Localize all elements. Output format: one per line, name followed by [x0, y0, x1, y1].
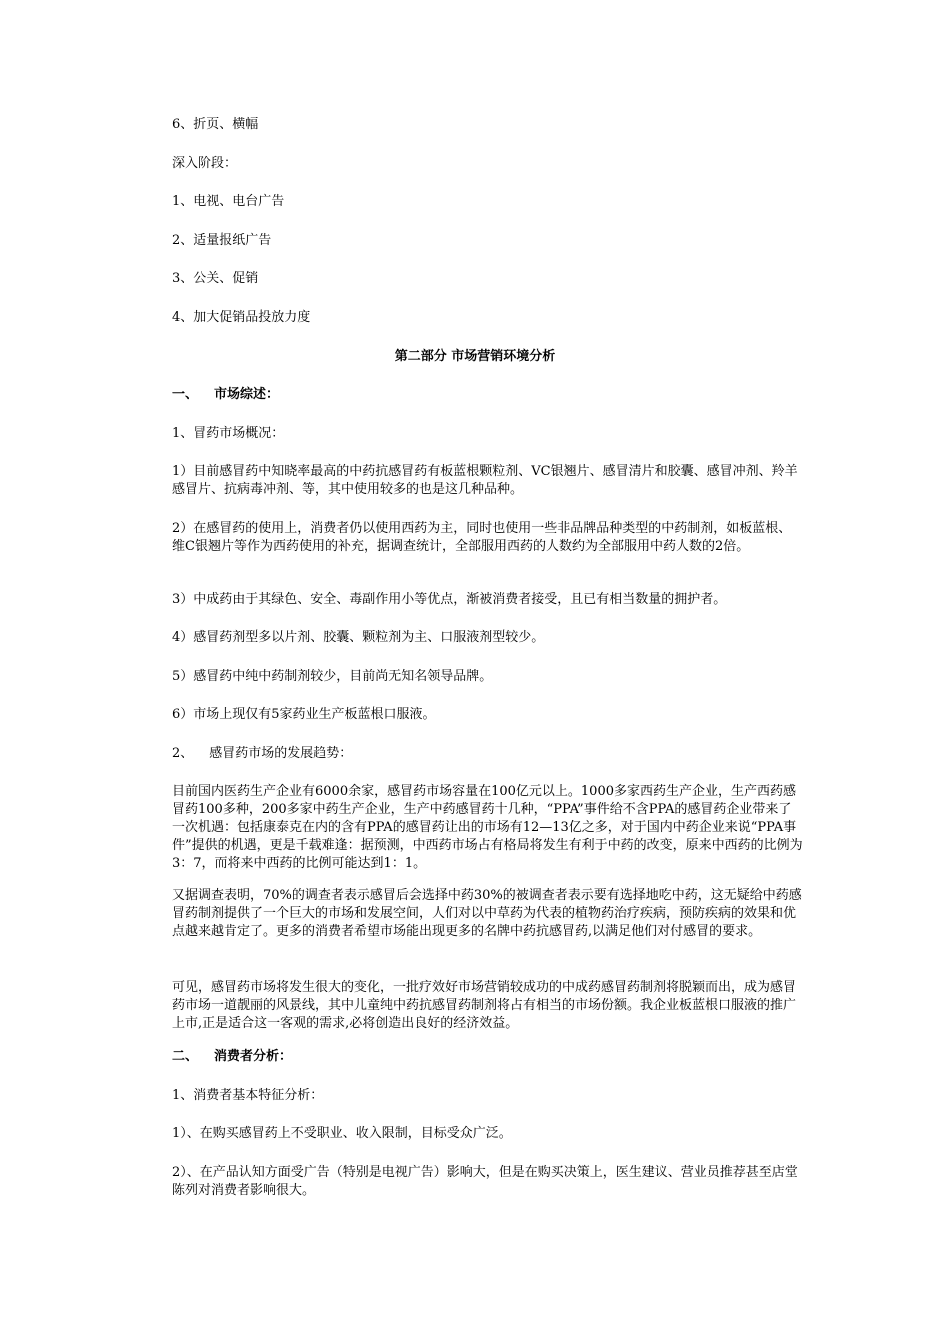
section-number: 一、	[172, 387, 199, 402]
subsection-heading: 1、消费者基本特征分析：	[172, 1088, 324, 1103]
paragraph: 3）中成药由于其绿色、安全、毒副作用小等优点，渐被消费者接受，且已有相当数量的拥护者。	[172, 592, 727, 607]
paragraph: 5）感冒药中纯中药制剂较少，目前尚无知名领导品牌。	[172, 669, 493, 684]
list-item: 4、加大促销品投放力度	[172, 310, 311, 325]
paragraph: 4）感冒药剂型多以片剂、胶囊、颗粒剂为主、口服液剂型较少。	[172, 630, 545, 645]
stage-heading: 深入阶段：	[172, 156, 238, 171]
subsection-heading: 1、冒药市场概况：	[172, 426, 285, 441]
paragraph: 可见，感冒药市场将发生很大的变化，一批疗效好市场营销较成功的中成药感冒药制剂将脱颖而出，成为感冒药市场一道靓丽的风景线，其中儿童纯中药抗感冒药制剂将占有相当的市场份额。我企业板蓝根口服液的推广上市,正是适合这一客观的需求,必将创造出良好的经济效益。	[172, 980, 797, 1031]
section-title: 市场综述：	[214, 387, 280, 402]
paragraph: 目前国内医药生产企业有6000余家，感冒药市场容量在100亿元以上。1000多家西药生产企业，生产西药感冒药100多种，200多家中药生产企业，生产中药感冒药十几种，“PPA”事件给不含PPA的感冒药企业带来了一次机遇：包括康泰克在内的含有PPA的感冒药让出的市场有12—13亿之多，对于国内中药企业来说“PPA事件”提供的机遇，更是千载难逢：据预测，中西药市场占有格局将发生有利于中药的改变，原来中西药的比例为3：7，而将来中西药的比例可能达到1：1。	[172, 784, 803, 871]
section-number: 二、	[172, 1049, 199, 1064]
subsection-number: 2、	[172, 746, 194, 761]
list-item: 2、适量报纸广告	[172, 233, 272, 248]
section-heading	[172, 386, 279, 404]
subsection-heading	[172, 745, 352, 763]
paragraph: 6）市场上现仅有5家药业生产板蓝根口服液。	[172, 707, 436, 722]
paragraph: 2）、在产品认知方面受广告（特别是电视广告）影响大，但是在购买决策上，医生建议、营业员推荐甚至店堂陈列对消费者影响很大。	[172, 1165, 798, 1198]
paragraph: 又据调查表明，70%的调查者表示感冒后会选择中药30%的被调查者表示要有选择地吃中药，这无疑给中药感冒药制剂提供了一个巨大的市场和发展空间，人们对以中草药为代表的植物药治疗疾病，预防疾病的效果和优点越来越肯定了。更多的消费者希望市场能出现更多的名牌中药抗感冒药,以满足他们对付感冒的要求。	[172, 888, 802, 939]
section-heading	[172, 1048, 292, 1066]
paragraph: 1）、在购买感冒药上不受职业、收入限制，目标受众广泛。	[172, 1126, 512, 1141]
paragraph: 1）目前感冒药中知晓率最高的中药抗感冒药有板蓝根颗粒剂、VC银翘片、感冒清片和胶囊、感冒冲剂、羚羊感冒片、抗病毒冲剂、等，其中使用较多的也是这几种品种。	[172, 464, 798, 497]
list-item: 3、公关、促销	[172, 271, 259, 286]
part-title: 第二部分 市场营销环境分析	[394, 349, 556, 364]
subsection-title: 感冒药市场的发展趋势：	[209, 746, 353, 761]
list-item: 6、折页、横幅	[172, 117, 259, 132]
section-title: 消费者分析：	[214, 1049, 293, 1064]
list-item: 1、电视、电台广告	[172, 194, 285, 209]
paragraph: 2）在感冒药的使用上，消费者仍以使用西药为主，同时也使用一些非品牌品种类型的中药制剂，如板蓝根、维C银翘片等作为西药使用的补充，据调查统计，全部服用西药的人数约为全部服用中药人数的2倍。	[172, 521, 792, 554]
